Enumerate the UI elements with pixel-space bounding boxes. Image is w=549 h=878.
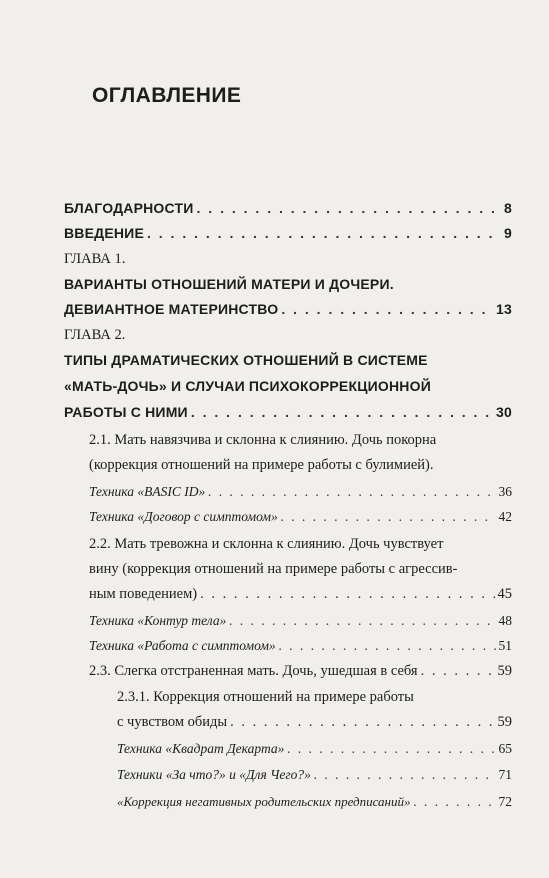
toc-page-number: 65 — [498, 741, 512, 756]
leader-dots — [191, 404, 493, 420]
toc-page-number: 48 — [498, 613, 512, 628]
toc-page-number: 45 — [497, 586, 512, 602]
toc-entry-label: 2.3. Слегка отстраненная мать. Дочь, ушедшая в себя — [89, 663, 418, 679]
section-2-3-1-line[interactable]: 2.3.1. Коррекция отношений на примере работы — [117, 689, 414, 705]
leader-dots — [314, 767, 496, 783]
toc-entry-section-2-3-1[interactable] — [117, 714, 512, 731]
toc-page-number: 30 — [496, 404, 512, 420]
toc-entry-label: ДЕВИАНТНОЕ МАТЕРИНСТВО — [64, 301, 279, 317]
leader-dots — [279, 638, 496, 654]
toc-page-number: 36 — [498, 484, 512, 499]
leader-dots — [197, 200, 501, 216]
toc-entry-section-2-2[interactable] — [89, 586, 512, 603]
section-2-2-line[interactable]: 2.2. Мать тревожна и склонна к слиянию. Дочь чувствует — [89, 536, 444, 552]
section-2-1-line[interactable]: (коррекция отношений на примере работы с булимией). — [89, 457, 434, 473]
toc-page-number: 59 — [497, 714, 512, 730]
leader-dots — [200, 586, 494, 603]
chapter-2-title-line[interactable]: «МАТЬ-ДОЧЬ» И СЛУЧАИ ПСИХОКОРРЕКЦИОННОЙ — [64, 378, 431, 394]
leader-dots — [421, 663, 495, 680]
toc-page-number: 59 — [497, 663, 512, 679]
toc-entry-label: с чувством обиды — [117, 714, 228, 730]
toc-page-number: 9 — [504, 225, 512, 241]
toc-entry-intro[interactable] — [64, 225, 512, 241]
toc-entry-label: «Коррекция негативных родительских предписаний» — [117, 794, 411, 809]
toc-entry-label: Техника «Контур тела» — [89, 613, 227, 628]
toc-page-number: 8 — [504, 200, 512, 216]
chapter-2-label: ГЛАВА 2. — [64, 327, 126, 343]
toc-entry-technique-basic-id[interactable] — [89, 484, 512, 500]
toc-entry-technique-kvadrat[interactable] — [117, 741, 512, 757]
toc-page-number: 72 — [498, 794, 512, 809]
bleed-through-text — [100, 128, 103, 140]
toc-entry-label: БЛАГОДАРНОСТИ — [64, 200, 194, 216]
toc-entry-thanks[interactable] — [64, 200, 512, 216]
chapter-1-title-line[interactable]: ВАРИАНТЫ ОТНОШЕНИЙ МАТЕРИ И ДОЧЕРИ. — [64, 276, 394, 292]
toc-entry-label: Техники «За что?» и «Для Чего?» — [117, 767, 311, 782]
leader-dots — [147, 225, 501, 241]
chapter-1-label: ГЛАВА 1. — [64, 251, 126, 267]
toc-entry-technique-kontur[interactable] — [89, 613, 512, 629]
toc-entry-section-2-3[interactable] — [89, 663, 512, 680]
toc-entry-label: Техника «BASIC ID» — [89, 484, 206, 499]
toc-entry-label: Техника «Договор с симптомом» — [89, 509, 278, 524]
leader-dots — [281, 301, 493, 317]
leader-dots — [230, 714, 494, 731]
toc-entry-technique-korrektsiya[interactable] — [117, 794, 512, 810]
toc-entry-label: ВВЕДЕНИЕ — [64, 225, 144, 241]
toc-entry-label: РАБОТЫ С НИМИ — [64, 404, 188, 420]
leader-dots — [229, 613, 495, 629]
leader-dots — [287, 741, 495, 757]
toc-entry-technique-rabota[interactable] — [89, 638, 512, 654]
toc-page-number: 13 — [496, 301, 512, 317]
toc-page-number: 71 — [498, 767, 512, 782]
toc-entry-technique-dogovor[interactable] — [89, 509, 512, 525]
toc-entry-label: ным поведением) — [89, 586, 198, 602]
toc-entry-label: Техника «Квадрат Декарта» — [117, 741, 285, 756]
section-2-2-line[interactable]: вину (коррекция отношений на примере работы с агрессив- — [89, 561, 458, 577]
section-2-1-line[interactable]: 2.1. Мать навязчива и склонна к слиянию. Дочь покорна — [89, 432, 437, 448]
toc-page-number: 51 — [498, 638, 512, 653]
leader-dots — [281, 509, 496, 525]
leader-dots — [413, 794, 495, 810]
leader-dots — [208, 484, 495, 500]
toc-entry-technique-zachto[interactable] — [117, 767, 512, 783]
toc-entry-chapter-1[interactable] — [64, 301, 512, 317]
toc-entry-chapter-2[interactable] — [64, 404, 512, 420]
toc-page-number: 42 — [498, 509, 512, 524]
chapter-2-title-line[interactable]: ТИПЫ ДРАМАТИЧЕСКИХ ОТНОШЕНИЙ В СИСТЕМЕ — [64, 352, 428, 368]
toc-entry-label: Техника «Работа с симптомом» — [89, 638, 276, 653]
page-title: ОГЛАВЛЕНИЕ — [92, 84, 242, 107]
